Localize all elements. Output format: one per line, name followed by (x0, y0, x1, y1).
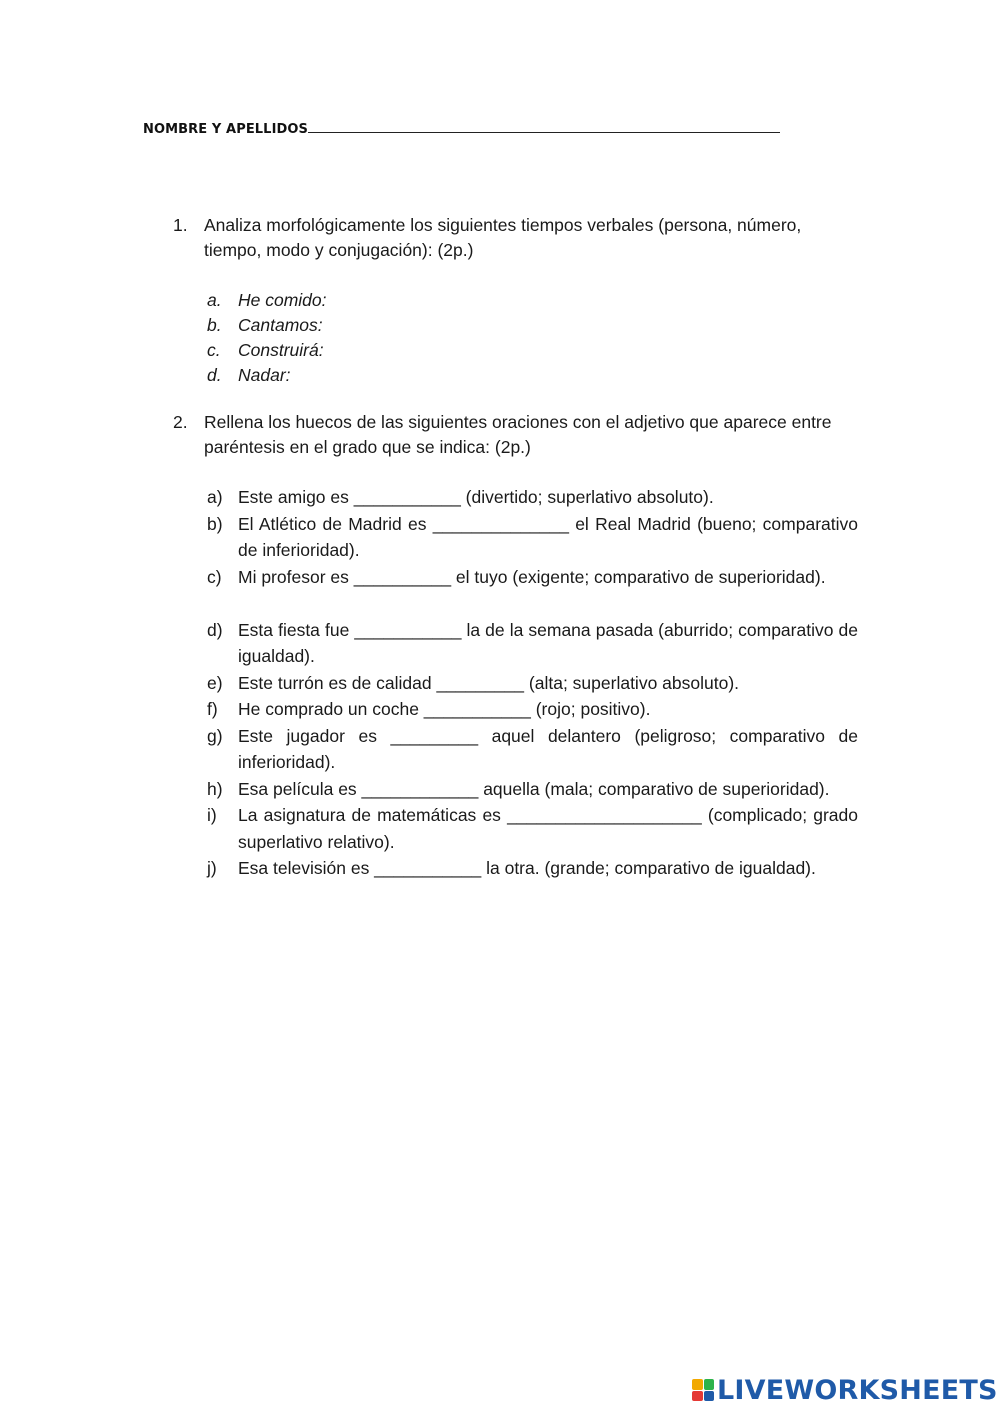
list-item (207, 696, 858, 723)
logo-square-3 (692, 1391, 703, 1402)
item-text: La asignatura de matemáticas es ____________________ (complicado; grado superlativo relativo). (238, 805, 858, 852)
item-text: Esta fiesta fue ___________ la de la semana pasada (aburrido; comparativo de igualdad). (238, 619, 858, 666)
item-text: Mi profesor es __________ el tuyo (exigente; comparativo de superioridad). (238, 566, 826, 587)
question-2 (173, 410, 858, 460)
item-label: g) (207, 725, 223, 746)
list-item (207, 564, 858, 591)
list-item (207, 337, 858, 364)
question-2-items (207, 484, 858, 882)
logo-text: LIVEWORKSHEETS (717, 1374, 998, 1406)
spacer (207, 590, 858, 617)
question-1 (173, 213, 858, 263)
list-item (207, 312, 858, 339)
item-text: Esa película es ____________ aquella (mala; comparativo de superioridad). (238, 778, 830, 799)
item-label: c) (207, 566, 222, 587)
list-item (207, 855, 858, 882)
liveworksheets-logo[interactable] (692, 1375, 998, 1405)
item-label: j) (207, 858, 217, 878)
name-blank[interactable] (308, 120, 780, 133)
list-item (207, 617, 858, 670)
item-label: h) (207, 778, 223, 799)
list-item (207, 287, 858, 314)
item-text: Esa televisión es ___________ la otra. (grande; comparativo de igualdad). (238, 858, 816, 878)
list-item (207, 511, 858, 564)
question-number: 2. (173, 412, 188, 432)
list-item (207, 362, 858, 389)
item-label: d) (207, 619, 223, 640)
item-label: b) (207, 513, 223, 534)
item-text: El Atlético de Madrid es ______________ el Real Madrid (bueno; comparativo de inferioridad). (238, 513, 858, 560)
liveworksheets-icon (692, 1379, 714, 1401)
item-label: a) (207, 487, 223, 507)
item-text: He comprado un coche ___________ (rojo; positivo). (238, 699, 651, 719)
name-field (143, 120, 780, 137)
question-text: Analiza morfológicamente los siguientes tiempos verbales (persona, número, tiempo, modo y conjugación): (2p.) (204, 215, 802, 260)
item-text: Cantamos: (238, 315, 323, 335)
question-text: Rellena los huecos de las siguientes oraciones con el adjetivo que aparece entre paréntesis en el grado que se indica: (2p.) (204, 412, 832, 457)
logo-square-4 (704, 1391, 715, 1402)
list-item (207, 484, 858, 511)
item-label: e) (207, 672, 223, 693)
item-label: d. (207, 365, 222, 385)
question-number: 1. (173, 215, 188, 235)
item-label: b. (207, 315, 222, 335)
item-label: c. (207, 340, 221, 360)
item-label: f) (207, 699, 218, 719)
item-text: Este jugador es _________ aquel delantero (peligroso; comparativo de inferioridad). (238, 725, 858, 772)
item-label: i) (207, 805, 217, 825)
item-text: Construirá: (238, 340, 324, 360)
list-item (207, 776, 858, 803)
logo-square-2 (704, 1379, 715, 1390)
item-text: He comido: (238, 290, 327, 310)
list-item (207, 723, 858, 776)
item-text: Este amigo es ___________ (divertido; superlativo absoluto). (238, 487, 714, 507)
list-item (207, 670, 858, 697)
item-text: Nadar: (238, 365, 291, 385)
item-label: a. (207, 290, 222, 310)
logo-square-1 (692, 1379, 703, 1390)
name-label: NOMBRE Y APELLIDOS (143, 122, 309, 137)
item-text: Este turrón es de calidad _________ (alta; superlativo absoluto). (238, 672, 740, 693)
question-1-items (207, 287, 858, 389)
list-item (207, 802, 858, 855)
